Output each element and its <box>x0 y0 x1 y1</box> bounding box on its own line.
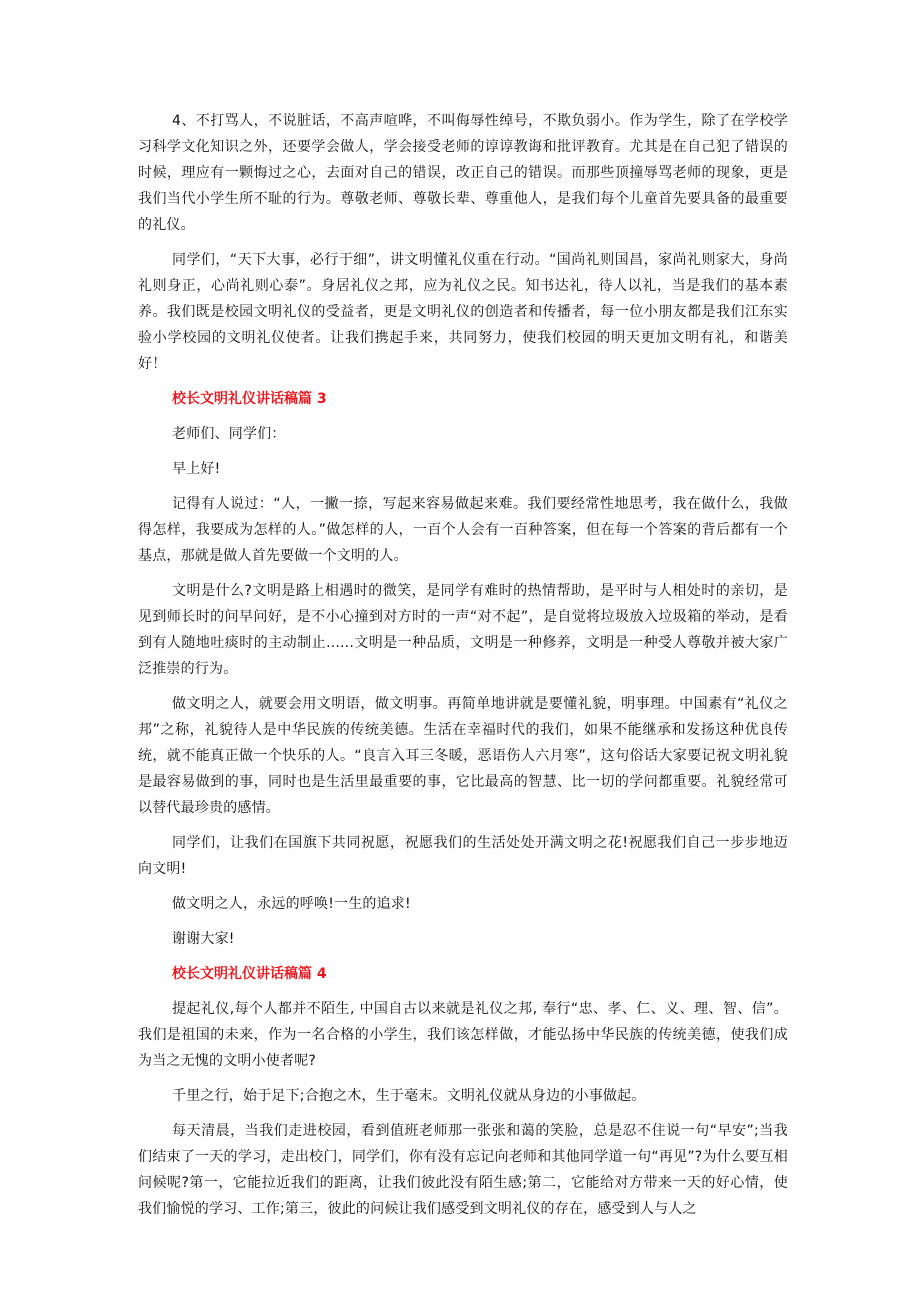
paragraph-5: 做文明之人，就要会用文明语，做文明事。再简单地讲就是要懂礼貌，明事理。中国素有“礼仪之邦”之称，礼貌待人是中华民族的传统美德。生活在幸福时代的我们，如果不能继承和发扬这种优良传统，就不能真正做一个快乐的人。“良言入耳三冬暖，恶语伤人六月寒”，这句俗话大家要记祝文明礼貌是最容易做到的事，同时也是生活里最重要的事，它比最高的智慧、比一切的学问都重要。礼貌经常可以替代最珍贵的感情。 <box>138 696 788 816</box>
paragraph-4: 文明是什么?文明是路上相遇时的微笑，是同学有难时的热情帮助，是平时与人相处时的亲切，是见到师长时的问早问好，是不小心撞到对方时的一声“对不起”，是自觉将垃圾放入垃圾箱的举动，是看到有人随地吐痰时的主动制止......文明是一种品质，文明是一种修养，文明是一种受人尊敬并被大家广泛推崇的行为。 <box>138 583 788 677</box>
section-heading-3: 校长文明礼仪讲话稿篇 3 <box>172 391 327 407</box>
paragraph-3: 记得有人说过：“人，一撇一捺，写起来容易做起来难。我们要经常性地思考，我在做什么，我做得怎样，我要成为怎样的人。”做怎样的人，一百个人会有一百种答案，但在每一个答案的背后都有一个基点，那就是做人首先要做一个文明的人。 <box>138 496 788 564</box>
paragraph-9: 千里之行，始于足下;合抱之木，生于毫末。文明礼仪就从身边的小事做起。 <box>172 1088 646 1104</box>
closing-thanks: 谢谢大家! <box>172 931 235 947</box>
salutation: 老师们、同学们： <box>172 426 286 442</box>
document-body <box>138 108 788 1231</box>
paragraph-1: 4、不打骂人，不说脏话，不高声喧哗，不叫侮辱性绰号，不欺负弱小。作为学生，除了在学校学习科学文化知识之外，还要学会做人，学会接受老师的谆谆教诲和批评教育。尤其是在自己犯了错误的时候，理应有一颗悔过之心，去面对自己的错误，改正自己的错误。而那些顶撞辱骂老师的现象，更是我们当代小学生所不耻的行为。尊敬老师、尊敬长辈、尊重他人，是我们每个儿童首先要具备的最重要的礼仪。 <box>138 113 788 233</box>
paragraph-2: 同学们，“天下大事，必行于细”，讲文明懂礼仪重在行动。“国尚礼则国昌，家尚礼则家大，身尚礼则身正，心尚礼则心泰”。身居礼仪之邦，应为礼仪之民。知书达礼，待人以礼，当是我们的基本素养。我们既是校园文明礼仪的受益者，更是文明礼仪的创造者和传播者，每一位小朋友都是我们江东实验小学校园的文明礼仪使者。让我们携起手来，共同努力，使我们校园的明天更加文明有礼，和谐美好！ <box>138 252 788 372</box>
paragraph-10: 每天清晨，当我们走进校园，看到值班老师那一张张和蔼的笑脸，总是忍不住说一句“早安”;当我们结束了一天的学习，走出校门，同学们，你有没有忘记向老师和其他同学道一句“再见”?为什么要互相问候呢?第一，它能拉近我们的距离，让我们彼此没有陌生感;第二，它能给对方带来一天的好心情，使我们愉悦的学习、工作;第三，彼此的问候让我们感受到文明礼仪的存在，感受到人与人之 <box>138 1123 788 1217</box>
paragraph-7: 做文明之人，永远的呼唤!一生的追求! <box>172 896 411 912</box>
section-heading-4: 校长文明礼仪讲话稿篇 4 <box>172 966 327 982</box>
paragraph-8: 提起礼仪,每个人都并不陌生, 中国自古以来就是礼仪之邦, 奉行“忠、孝、仁、义、理、智、信”。我们是祖国的未来，作为一名合格的小学生，我们该怎样做，才能弘扬中华民族的传统美德，使我们成为当之无愧的文明小使者呢? <box>138 1001 788 1069</box>
paragraph-6: 同学们，让我们在国旗下共同祝愿，祝愿我们的生活处处开满文明之花!祝愿我们自己一步步地迈向文明! <box>138 835 788 877</box>
greeting: 早上好! <box>172 461 221 477</box>
